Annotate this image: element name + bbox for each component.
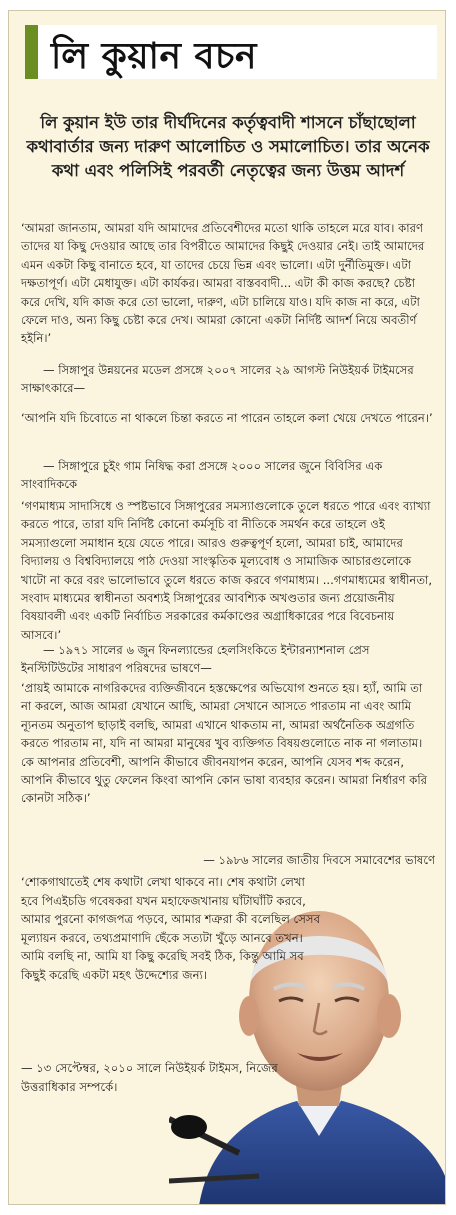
quote-5: ‘শোকগাথাতেই শেষ কথাটা লেখা থাকবে না। শেষ কথাটা লেখা হবে পিএইচডি গবেষকরা যখন মহাফেজখানায় ঘাঁটাঘাঁটি করবে, আমার পুরনো কাগজপত্র পড়বে, আমার শত্রুরা কী বলেছিল সেসব মূল্যায়ন করবে, তথ্যপ্রমাণাদি ছেঁকে সত্যটা খুঁড়ে আনবে তখন। আমি বলছি না, আমি যা কিছু করেছি সবই ঠিক, কিন্তু আমি সব কিছুই করেছি একটা মহৎ উদ্দেশ্যের জন্য। <box>21 875 321 982</box>
quote-4: ‘প্রায়ই আমাকে নাগরিকদের ব্যক্তিজীবনে হস্তক্ষেপের অভিযোগ শুনতে হয়। হ্যাঁ, আমি তা না করলে, আজ আমরা যেখানে আছি, আমরা সেখানে আসতে পারতাম না এবং আমি ন্যূনতম অনুতাপ ছাড়াই বলছি, আমরা এখানে থাকতাম না, আমরা অর্থনৈতিক অগ্রগতি করতে পারতাম না, যদি না আমরা মানুষের খুব ব্যক্তিগত বিষয়গুলোতে নাক না গলাতাম। কে আপনার প্রতিবেশী, আপনি কীভাবে জীবনযাপন করেন, আপনি যেসব শব্দ করেন, আপনি কীভাবে থুতু ফেলেন কিংবা আপনি কোন ভাষা ব্যবহার করেন। আমরা নির্ধারণ করি কোনটা সঠিক।’ <box>21 681 428 806</box>
quote-3: ‘গণমাধ্যম সাদাসিধে ও স্পষ্টভাবে সিঙ্গাপুরের সমস্যাগুলোকে তুলে ধরতে পারে এবং ব্যাখ্যা করতে পারে, তারা যদি নির্দিষ্ট কোনো কর্মসূচি বা নীতিকে সমর্থন করে তাহলে ওই সমস্যাগুলো সমাধান হয়ে যেতে পারে। আরও গুরুত্বপূর্ণ হলো, আমরা চাই, আমাদের বিদ্যালয় ও বিশ্ববিদ্যালয়ে পাঠ দেওয়া সাংস্কৃতিক মূল্যবোধ ও সামাজিক আচারগুলোকে খাটো না করে বরং ভালোভাবে তুলে ধরতে কাজ করবে গণমাধ্যম। ...গণমাধ্যমের স্বাধীনতা, সংবাদ মাধ্যমের স্বাধীনতা অবশ্যই সিঙ্গাপুরের আবশ্যিক অখণ্ডতার জন্য প্রয়োজনীয় বিষয়াবলী এবং একটি নির্বাচিত সরকারের কর্মকাণ্ডের অগ্রাধিকারের পরে বিবেচনায় আসবে।’ <box>21 499 433 642</box>
attribution-4: — ১৯৮৬ সালের জাতীয় দিবসে সমাবেশের ভাষণে <box>203 853 435 867</box>
standfirst: লি কুয়ান ইউ তার দীর্ঘদিনের কর্তৃত্ববাদী শাসনে চাঁছাছোলা কথাবার্তার জন্য দারুণ আলোচিত ও সমালোচিত। তার অনেক কথা এবং পলিসিই পরবর্তী নেতৃত্বের জন্য উত্তম আদর্শ <box>26 113 430 180</box>
quote-1: ‘আমরা জানতাম, আমরা যদি আমাদের প্রতিবেশীদের মতো থাকি তাহলে মরে যাব। কারণ তাদের যা কিছু দেওয়ার আছে তার বিপরীতে আমাদের কিছুই দেওয়ার নেই। তাই আমাদের এমন একটা কিছু বানাতে হবে, যা তাদের চেয়ে ভিন্ন এবং ভালো। এটা দুর্নীতিমুক্ত। এটা দক্ষতাপূর্ণ। এটা মেধাযুক্ত। এটা কার্যকর। আমরা বাস্তববাদী... এটা কী কাজ করছে? চেষ্টা করে দেখি, যদি কাজ করে তো ভালো, দারুণ, এটা চালিয়ে যাও। যদি কাজ না করে, এটা ফেলে দাও, অন্য কিছু চেষ্টা করে দেখ। আমরা কোনো একটা নির্দিষ্ট আদর্শ নিয়ে অবতীর্ণ হইনি।’ <box>21 221 425 346</box>
headline: লি কুয়ান বচন <box>51 36 257 77</box>
article-clipping <box>8 10 446 1205</box>
headline-box <box>25 25 437 79</box>
attribution-3: — ১৯৭১ সালের ৬ জুন ফিনল্যান্ডের হেলসিংকিতে ইন্টারন্যাশনাল প্রেস ইনস্টিটিউটের সাধারণ পরিষদের ভাষণে— <box>21 643 370 676</box>
quote-2: ‘আপনি যদি চিবোতে না থাকলে চিন্তা করতে না পারেন তাহলে কলা খেয়ে দেখতে পারেন।’ <box>21 411 433 425</box>
attribution-2: — সিঙ্গাপুরে চুইং গাম নিষিদ্ধ করা প্রসঙ্গে ২০০০ সালের জুনে বিবিসির এক সাংবাদিককে <box>21 459 383 492</box>
accent-bar <box>25 25 38 79</box>
attribution-5: — ১৩ সেপ্টেম্বর, ২০১০ সালে নিউইয়র্ক টাইমস, নিজের উত্তরাধিকার সম্পর্কে। <box>21 1061 278 1094</box>
attribution-1: — সিঙ্গাপুর উন্নয়নের মডেল প্রসঙ্গে ২০০৭ সালের ২৯ আগস্ট নিউইয়র্ক টাইমসের সাক্ষাৎকারে— <box>21 363 414 396</box>
